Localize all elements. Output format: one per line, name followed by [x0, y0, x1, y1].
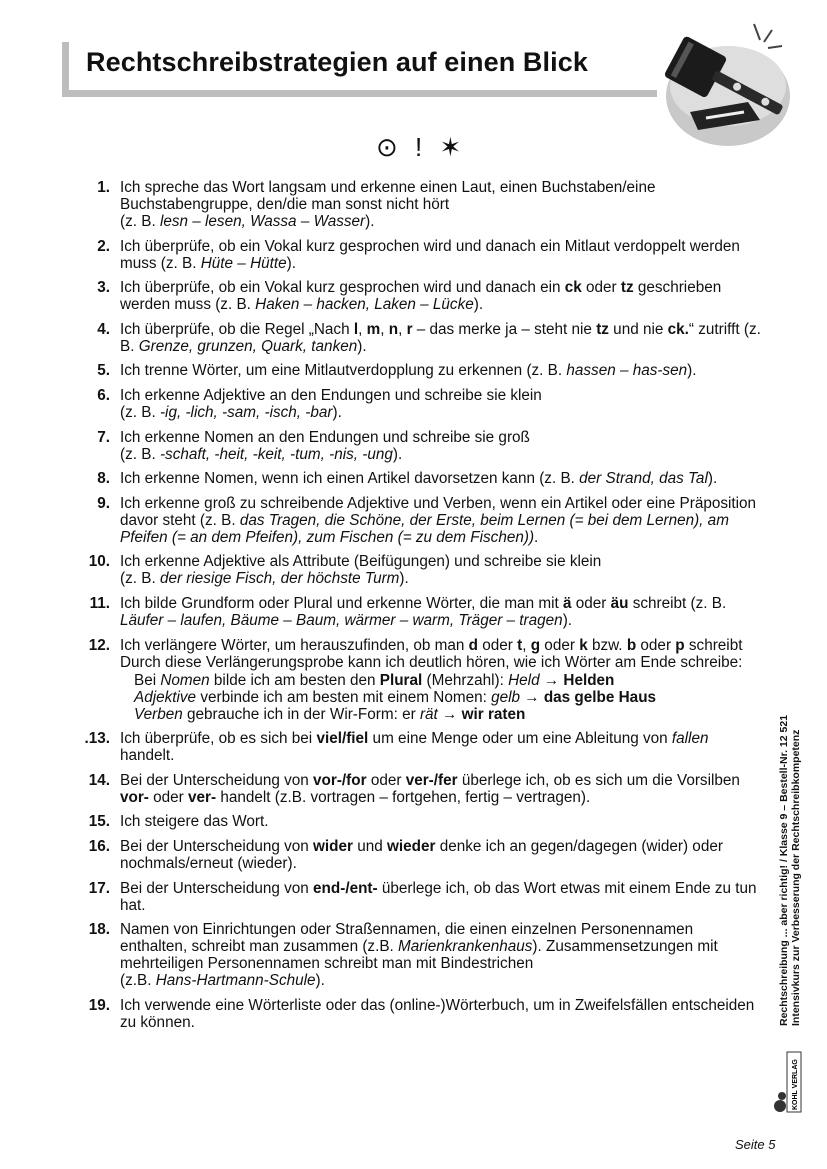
italic-example: hassen – has-sen — [566, 362, 688, 380]
text-segment: Ich erkenne groß zu schreibende Adjektive und Verben, wenn ein Artikel oder eine Präposition davor steht (z. B. — [120, 494, 757, 529]
item-number: 2. — [97, 237, 110, 255]
text-segment: ). — [392, 445, 403, 463]
text-segment: verbinde ich am besten mit einem Nomen: — [196, 688, 492, 706]
text-segment: ). — [286, 254, 296, 272]
italic-example: gelb — [491, 688, 521, 706]
list-item — [82, 813, 762, 830]
text-segment: gebrauche ich in der Wir-Form: er — [182, 705, 420, 723]
strategy-list — [82, 179, 762, 1038]
list-item — [82, 470, 762, 487]
text-segment: → — [539, 671, 564, 689]
text-segment: und nie — [608, 320, 668, 338]
text-segment: Ich verwende eine Wörterliste oder das (online-)Wörterbuch, um in Zweifelsfällen entscheiden zu können. — [120, 996, 755, 1031]
item-number: .13. — [84, 730, 110, 748]
italic-example: Hans-Hartmann-Schule — [155, 972, 316, 990]
example-block — [120, 672, 762, 723]
text-segment: Ich erkenne Adjektive als Attribute (Beifügungen) und schreibe sie klein — [120, 553, 602, 571]
item-text — [120, 637, 762, 723]
text-segment: , — [358, 320, 367, 338]
italic-example: Verben — [134, 705, 183, 723]
text-segment: schreibt Durch diese Verlängerungsprobe kann ich deutlich hören, wie ich Wörter am Ende schreibe: — [120, 636, 743, 671]
circle-dot-icon: ⊙ — [376, 132, 398, 162]
text-segment: ). — [332, 403, 342, 421]
bold-term: viel/fiel — [316, 730, 369, 748]
bold-term: b — [626, 636, 637, 654]
bold-term: p — [675, 636, 685, 654]
example-line — [134, 706, 762, 723]
item-number: 1. — [97, 179, 110, 196]
item-number: 12. — [88, 636, 110, 654]
bold-term: n — [388, 320, 399, 338]
bold-term: Helden — [563, 671, 615, 689]
bold-term: wir raten — [461, 705, 526, 723]
text-segment: oder — [581, 279, 621, 297]
item-text — [120, 495, 762, 546]
bold-term: vor-/for — [313, 771, 367, 789]
bold-term: tz — [596, 320, 609, 338]
bold-term: t — [517, 636, 523, 654]
bold-term: m — [366, 320, 381, 338]
text-segment: oder — [477, 636, 518, 654]
bold-term: ver-/fer — [405, 771, 458, 789]
text-segment: (z. B. — [120, 570, 160, 588]
text-segment: ). — [315, 972, 325, 990]
text-segment: handelt. — [120, 747, 175, 765]
text-segment: ). — [365, 213, 375, 230]
italic-example: der riesige Fisch, der höchste Turm — [159, 570, 400, 588]
list-item — [82, 179, 762, 230]
italic-example: Held — [508, 671, 540, 689]
item-number: 6. — [97, 386, 110, 404]
text-segment: Ich erkenne Nomen an den Endungen und schreibe sie groß — [120, 428, 530, 446]
text-segment: oder — [571, 594, 611, 612]
bold-term: ver- — [188, 788, 217, 806]
italic-example: Adjektive — [134, 688, 197, 706]
text-segment: – das merke ja – steht nie — [412, 320, 597, 338]
publisher-name: KOHL VERLAG — [792, 1059, 799, 1110]
star-icon: ✶ — [439, 132, 462, 162]
list-item — [82, 997, 762, 1031]
bold-term: wieder — [387, 837, 436, 855]
item-text — [120, 238, 762, 272]
bold-term: g — [530, 636, 541, 654]
list-item — [82, 429, 762, 463]
item-text — [120, 921, 762, 989]
text-segment: , — [380, 320, 389, 338]
item-text — [120, 279, 762, 313]
text-segment: Ich verlängere Wörter, um herauszufinden, ob man — [120, 636, 469, 654]
italic-example: der Strand, das Tal — [579, 470, 708, 488]
text-segment: und — [352, 837, 388, 855]
bold-term: end-/ent- — [313, 879, 378, 897]
bold-term: wider — [313, 837, 353, 855]
italic-example: -ig, -lich, -sam, -isch, -bar — [159, 403, 333, 421]
italic-example: Nomen — [160, 671, 210, 689]
text-segment: oder — [148, 788, 189, 806]
item-text — [120, 553, 762, 587]
text-segment: ). — [687, 362, 697, 380]
item-number: 16. — [88, 837, 110, 855]
list-item — [82, 730, 762, 764]
bold-term: l — [353, 320, 359, 338]
item-text — [120, 730, 762, 764]
item-text — [120, 362, 762, 379]
text-segment: geschrieben werden muss (z. B. — [120, 279, 722, 314]
item-number: 17. — [88, 879, 110, 897]
item-number: 18. — [88, 921, 110, 939]
bold-term: äu — [610, 594, 629, 612]
text-segment: überlege ich, ob es sich um die Vorsilben — [457, 771, 740, 789]
italic-example: Hüte – Hütte — [200, 254, 287, 272]
text-segment: Ich trenne Wörter, um eine Mitlautverdopplung zu erkennen (z. B. — [120, 362, 567, 380]
item-number: 14. — [88, 771, 110, 789]
item-number: 8. — [97, 470, 110, 488]
text-segment: (z.B. — [120, 972, 156, 990]
list-item — [82, 387, 762, 421]
item-number: 11. — [89, 594, 110, 612]
list-item — [82, 595, 762, 629]
italic-example: rät — [419, 705, 438, 723]
item-text — [120, 813, 762, 830]
list-item — [82, 362, 762, 379]
strategy-symbols — [376, 132, 471, 163]
bold-term: ck. — [667, 320, 689, 338]
bold-term: r — [406, 320, 413, 338]
bold-term: vor- — [120, 788, 149, 806]
italic-example: -schaft, -heit, -keit, -tum, -nis, -ung — [159, 445, 393, 463]
item-text — [120, 321, 762, 355]
text-segment: Bei der Unterscheidung von — [120, 771, 314, 789]
italic-example: Marienkrankenhaus — [398, 938, 533, 956]
text-segment: denke ich an gegen/dagegen (wider) oder nochmals/erneut (wieder). — [120, 837, 723, 872]
exclamation-icon: ! — [415, 132, 423, 162]
list-item — [82, 279, 762, 313]
text-segment: Ich überprüfe, ob ein Vokal kurz gesprochen wird und danach ein — [120, 279, 565, 297]
bold-term: Plural — [379, 671, 423, 689]
text-segment: schreibt (z. B. — [628, 594, 727, 612]
text-segment: um eine Menge oder um eine Ableitung von — [368, 730, 672, 748]
bold-term: ck — [564, 279, 582, 297]
text-segment: ). — [707, 470, 718, 488]
item-number: 9. — [97, 494, 110, 512]
italic-example: lesn – lesen, Wassa – Wasser — [159, 213, 366, 230]
text-segment: ). — [357, 337, 367, 355]
text-segment: oder — [366, 771, 406, 789]
item-text — [120, 179, 762, 230]
item-number: 4. — [97, 320, 110, 338]
text-segment: Namen von Einrichtungen oder Straßennamen, die einen einzelnen Personennamen enthalten, schreibt man zusammen (z.B. — [120, 921, 694, 956]
item-number: 7. — [97, 428, 110, 446]
item-number: 5. — [97, 362, 110, 380]
page-number: Seite 5 — [735, 1137, 776, 1152]
publication-info — [778, 715, 802, 1026]
list-item — [82, 553, 762, 587]
bold-term: tz — [620, 279, 634, 297]
item-number: 15. — [88, 813, 110, 831]
bold-term: das gelbe Haus — [543, 688, 657, 706]
list-item — [82, 921, 762, 989]
bold-term: ä — [562, 594, 572, 612]
text-segment: Ich spreche das Wort langsam und erkenne einen Laut, einen Buchstaben/eine Buchstabengruppe, den/die man sonst nicht hört — [120, 179, 656, 213]
item-text — [120, 997, 762, 1031]
list-item — [82, 772, 762, 806]
text-segment: handelt (z.B. vortragen – fortgehen, fertig – vertragen). — [216, 788, 591, 806]
text-segment: bzw. — [587, 636, 627, 654]
text-segment: (z. B. — [120, 213, 160, 230]
publisher-logo — [771, 1050, 805, 1116]
list-item — [82, 238, 762, 272]
text-segment: oder — [540, 636, 580, 654]
text-segment: . — [534, 528, 539, 546]
text-segment: (z. B. — [120, 403, 160, 421]
text-segment: , — [522, 636, 531, 654]
gavel-icon — [656, 16, 796, 148]
text-segment: → — [437, 705, 462, 723]
text-segment: Ich bilde Grundform oder Plural und erkenne Wörter, die man mit — [120, 594, 563, 612]
list-item — [82, 495, 762, 546]
text-segment: Ich erkenne Adjektive an den Endungen und schreibe sie klein — [120, 386, 542, 404]
page-title: Rechtschreibstrategien auf einen Blick — [86, 47, 588, 77]
italic-example: fallen — [671, 730, 709, 748]
item-text — [120, 772, 762, 806]
text-segment: Bei der Unterscheidung von — [120, 837, 314, 855]
bold-term: d — [468, 636, 478, 654]
bold-term: k — [579, 636, 588, 654]
italic-example: Läufer – laufen, Bäume – Baum, wärmer – warm, Träger – tragen — [120, 611, 563, 629]
list-item — [82, 838, 762, 872]
text-segment: überlege ich, ob das Wort etwas mit einem Ende zu tun hat. — [120, 879, 757, 914]
text-segment: Bei — [134, 671, 161, 689]
text-segment: Ich überprüfe, ob es sich bei — [120, 730, 317, 748]
item-number: 10. — [88, 553, 110, 571]
item-number: 19. — [88, 996, 110, 1014]
publication-line-2: Intensivkurs zur Verbesserung der Rechtschreibkompetenz — [790, 729, 802, 1026]
italic-example: das Tragen, die Schöne, der Erste, beim Lernen (= bei dem Lernen), am Pfeifen (= an dem Pfeifen), zum Fischen (= zu dem Fischen)) — [120, 511, 729, 546]
text-segment: (Mehrzahl): — [422, 671, 509, 689]
text-segment: bilde ich am besten den — [209, 671, 380, 689]
item-text — [120, 429, 762, 463]
text-segment: Ich steigere das Wort. — [120, 813, 269, 831]
example-line — [134, 689, 762, 706]
text-segment: ). — [562, 611, 573, 629]
item-text — [120, 470, 762, 487]
item-number: 3. — [97, 279, 110, 297]
italic-example: Grenze, grunzen, Quark, tanken — [138, 337, 358, 355]
text-segment: , — [398, 320, 407, 338]
text-segment: oder — [636, 636, 676, 654]
text-segment: → — [520, 688, 544, 706]
text-segment: “ zutrifft (z. B. — [120, 320, 761, 355]
text-segment: ). — [473, 296, 484, 314]
item-text — [120, 880, 762, 914]
list-item — [82, 321, 762, 355]
example-line — [134, 672, 762, 689]
text-segment: Bei der Unterscheidung von — [120, 879, 314, 897]
publication-line-1: Rechtschreibung ... aber richtig! / Klasse 9 – Bestell-Nr. 12 521 — [778, 714, 790, 1026]
list-item — [82, 880, 762, 914]
text-segment: Ich überprüfe, ob ein Vokal kurz gesprochen wird und danach ein Mitlaut verdoppelt werden muss (z. B. — [120, 237, 740, 272]
list-item — [82, 637, 762, 723]
text-segment: Ich überprüfe, ob die Regel „Nach — [120, 320, 354, 338]
item-text — [120, 595, 762, 629]
item-text — [120, 387, 762, 421]
text-segment: (z. B. — [120, 445, 160, 463]
text-segment: Ich erkenne Nomen, wenn ich einen Artikel davorsetzen kann (z. B. — [120, 470, 580, 488]
item-text — [120, 838, 762, 872]
italic-example: Haken – hacken, Laken – Lücke — [255, 296, 474, 314]
text-segment: ). — [399, 570, 409, 588]
text-segment: ). Zusammensetzungen mit mehrteiligen Personennamen schreibt man mit Bindestrichen — [120, 938, 718, 973]
